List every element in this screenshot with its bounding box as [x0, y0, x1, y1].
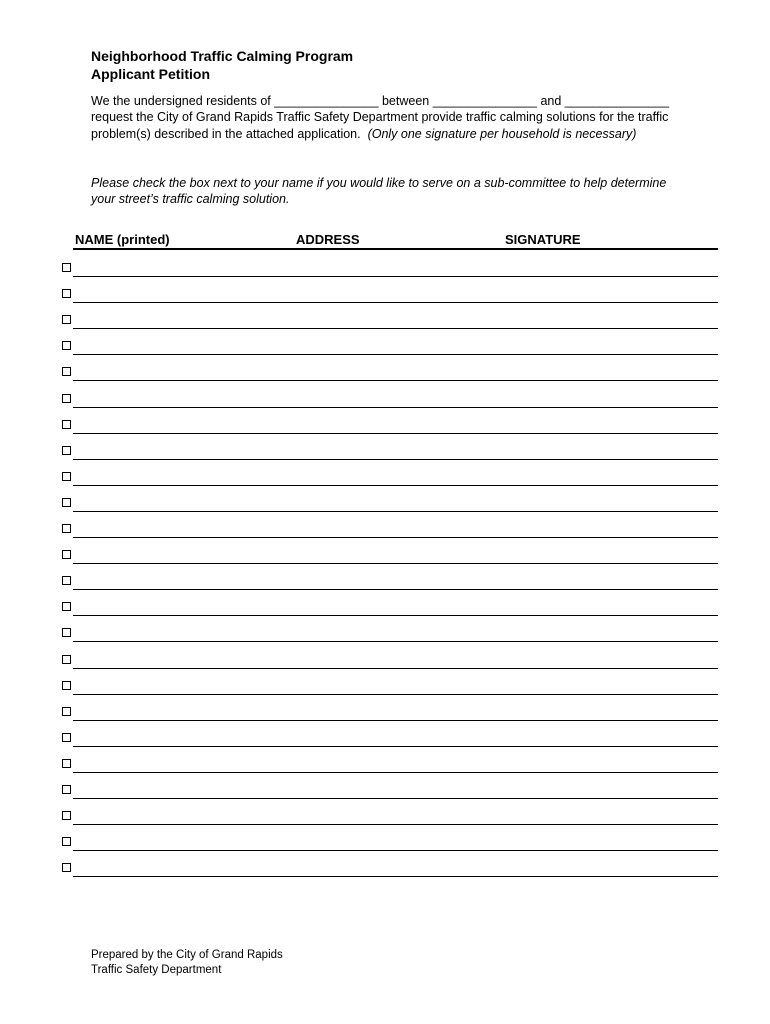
signature-line[interactable]	[73, 407, 718, 408]
signature-line[interactable]	[73, 328, 718, 329]
table-row	[0, 365, 770, 391]
program-title: Neighborhood Traffic Calming Program	[91, 48, 354, 64]
table-row	[0, 522, 770, 548]
signature-line[interactable]	[73, 824, 718, 825]
subcommittee-checkbox[interactable]	[62, 785, 71, 794]
signature-line[interactable]	[73, 485, 718, 486]
subcommittee-checkbox[interactable]	[62, 602, 71, 611]
signature-line[interactable]	[73, 537, 718, 538]
subcommittee-checkbox[interactable]	[62, 263, 71, 272]
table-row	[0, 574, 770, 600]
subcommittee-checkbox[interactable]	[62, 446, 71, 455]
table-row	[0, 809, 770, 835]
subcommittee-checkbox[interactable]	[62, 628, 71, 637]
signature-line[interactable]	[73, 798, 718, 799]
subcommittee-checkbox[interactable]	[62, 420, 71, 429]
table-row	[0, 600, 770, 626]
signature-line[interactable]	[73, 772, 718, 773]
footer-line-1: Prepared by the City of Grand Rapids	[91, 949, 283, 961]
signature-line[interactable]	[73, 668, 718, 669]
subcommittee-checkbox[interactable]	[62, 289, 71, 298]
table-row	[0, 757, 770, 783]
table-row	[0, 392, 770, 418]
table-row	[0, 626, 770, 652]
signature-line[interactable]	[73, 589, 718, 590]
subcommittee-checkbox[interactable]	[62, 498, 71, 507]
intro-italic-note: (Only one signature per household is necessary)	[367, 126, 637, 141]
subcommittee-checkbox[interactable]	[62, 341, 71, 350]
signature-line[interactable]	[73, 302, 718, 303]
petition-title: Applicant Petition	[91, 66, 210, 82]
subcommittee-checkbox[interactable]	[62, 394, 71, 403]
subcommittee-checkbox[interactable]	[62, 524, 71, 533]
signature-line[interactable]	[73, 850, 718, 851]
subcommittee-checkbox[interactable]	[62, 863, 71, 872]
subcommittee-checkbox[interactable]	[62, 550, 71, 559]
table-row	[0, 418, 770, 444]
subcommittee-note: Please check the box next to your name if you would like to serve on a sub-committee to help determine your street’s traffic calming solution.	[91, 176, 667, 207]
table-row	[0, 287, 770, 313]
table-row	[0, 783, 770, 809]
table-row	[0, 339, 770, 365]
subcommittee-checkbox[interactable]	[62, 759, 71, 768]
table-row	[0, 705, 770, 731]
table-row	[0, 548, 770, 574]
signature-line[interactable]	[73, 433, 718, 434]
subcommittee-checkbox[interactable]	[62, 681, 71, 690]
subcommittee-checkbox[interactable]	[62, 811, 71, 820]
table-row	[0, 261, 770, 287]
subcommittee-checkbox[interactable]	[62, 472, 71, 481]
subcommittee-checkbox[interactable]	[62, 655, 71, 664]
subcommittee-checkbox[interactable]	[62, 576, 71, 585]
table-row	[0, 835, 770, 861]
signature-line[interactable]	[73, 720, 718, 721]
subcommittee-checkbox[interactable]	[62, 733, 71, 742]
subcommittee-checkbox[interactable]	[62, 707, 71, 716]
column-header-address: ADDRESS	[296, 232, 360, 247]
subcommittee-checkbox[interactable]	[62, 367, 71, 376]
signature-line[interactable]	[73, 354, 718, 355]
table-row	[0, 470, 770, 496]
table-row	[0, 313, 770, 339]
table-row	[0, 496, 770, 522]
signature-line[interactable]	[73, 563, 718, 564]
table-row	[0, 731, 770, 757]
signature-line[interactable]	[73, 876, 718, 877]
signature-line[interactable]	[73, 511, 718, 512]
signature-line[interactable]	[73, 641, 718, 642]
column-header-name: NAME (printed)	[75, 232, 170, 247]
subcommittee-checkbox[interactable]	[62, 315, 71, 324]
subcommittee-checkbox[interactable]	[62, 837, 71, 846]
intro-text: We the undersigned residents of _______________ between _______________ and _______________ request the City of Grand Rapids Traffic Safety Department provide traffic calming solutions for the traffic problem(s) described in the attached application.	[91, 94, 670, 141]
signature-line[interactable]	[73, 276, 718, 277]
footer-line-2: Traffic Safety Department	[91, 964, 222, 976]
table-row	[0, 444, 770, 470]
table-row	[0, 679, 770, 705]
signature-line[interactable]	[73, 459, 718, 460]
signature-line[interactable]	[73, 380, 718, 381]
column-header-signature: SIGNATURE	[505, 232, 581, 247]
intro-paragraph	[91, 93, 681, 142]
signature-line[interactable]	[73, 615, 718, 616]
table-row	[0, 653, 770, 679]
header-rule	[73, 248, 718, 250]
signature-line[interactable]	[73, 746, 718, 747]
footer	[91, 948, 283, 978]
table-row	[0, 861, 770, 887]
document-title	[91, 47, 353, 83]
signature-line[interactable]	[73, 694, 718, 695]
